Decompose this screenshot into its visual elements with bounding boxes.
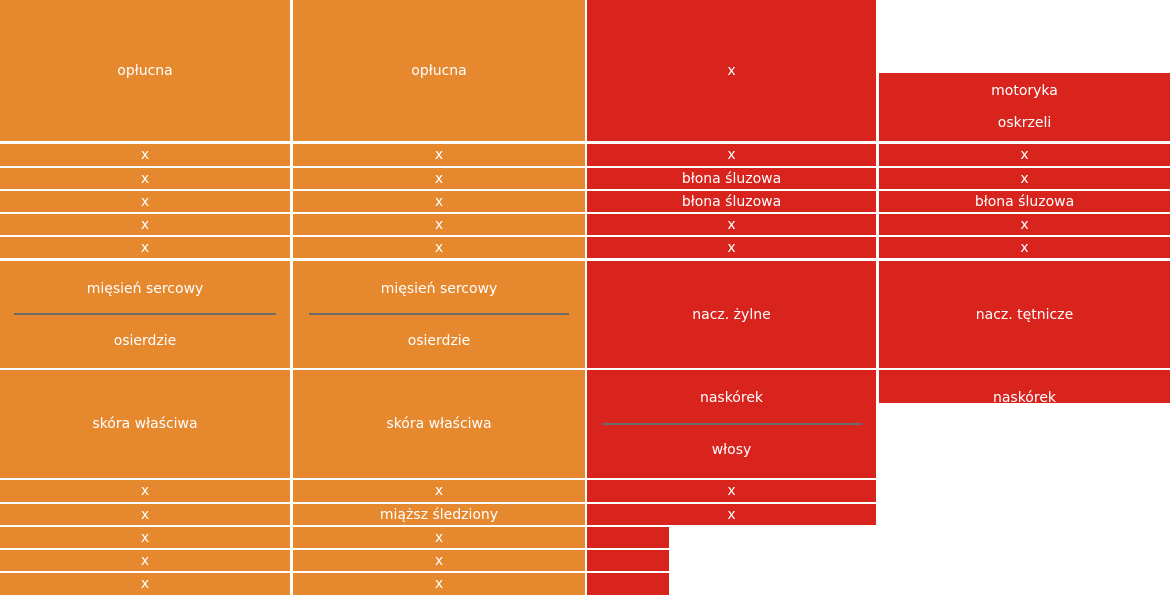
cell-text: x	[727, 147, 736, 163]
cell-text: x	[727, 216, 736, 233]
cell-text: błona śluzowa	[681, 193, 782, 210]
cell-text: x	[140, 576, 150, 592]
cell-text: x	[140, 529, 150, 546]
cell-text: opłucna	[117, 62, 173, 79]
c1-r11	[0, 550, 290, 571]
c3-r7-split	[587, 370, 876, 478]
c2-r5	[293, 237, 585, 258]
cell-text: nacz. żylne	[692, 306, 771, 323]
cell-text: x	[1020, 239, 1029, 256]
cell-text: x	[140, 193, 150, 210]
cell-text: błona śluzowa	[681, 170, 782, 187]
c1-r1	[0, 144, 290, 166]
c4-r4	[879, 214, 1170, 235]
cell-text: x	[434, 529, 444, 546]
divider-line	[602, 423, 862, 425]
c3-r12	[587, 573, 669, 595]
cell-text: x	[434, 552, 444, 569]
c3-r1	[587, 144, 876, 166]
cell-text: x	[434, 147, 444, 163]
cell-text: x	[140, 216, 150, 233]
cell-text-top: naskórek	[699, 390, 764, 406]
cell-text-bottom: osierdzie	[113, 332, 177, 349]
c1-r2	[0, 168, 290, 189]
cell-text: x	[1020, 216, 1029, 233]
c2-r7	[293, 370, 585, 478]
c3-r3	[587, 191, 876, 212]
cell-text: miąższ śledziony	[379, 506, 499, 523]
c1-r9	[0, 504, 290, 525]
c4-r1	[879, 144, 1170, 166]
c4-r7	[879, 370, 1170, 406]
cell-text: opłucna	[411, 62, 467, 79]
cell-text-top: mięsień sercowy	[86, 280, 204, 297]
cell-text: x	[140, 170, 150, 187]
c4-r3	[879, 191, 1170, 212]
c2-r9	[293, 504, 585, 525]
cell-text: x	[140, 147, 150, 163]
c4-r0	[879, 73, 1170, 141]
c2-r6-split	[293, 261, 585, 368]
c2-r1	[293, 144, 585, 166]
cell-text: x	[434, 170, 444, 187]
cell-text: x	[434, 216, 444, 233]
c1-r8	[0, 480, 290, 502]
cell-text: nacz. tętnicze	[975, 306, 1074, 323]
c2-r10	[293, 527, 585, 548]
c1-r0	[0, 0, 290, 141]
cell-text: x	[727, 483, 736, 499]
cell-text: x	[434, 483, 444, 499]
cell-text-bottom: osierdzie	[407, 332, 471, 349]
c2-r11	[293, 550, 585, 571]
cell-text-top: mięsień sercowy	[380, 280, 498, 297]
cell-text: x	[140, 552, 150, 569]
cell-text: x	[434, 576, 444, 592]
cell-text: x	[140, 483, 150, 499]
c2-r12	[293, 573, 585, 595]
divider-line	[309, 313, 569, 315]
c3-r6	[587, 261, 876, 368]
c3-r9	[587, 504, 876, 525]
cell-text-top: motoryka	[991, 83, 1058, 99]
c2-r2	[293, 168, 585, 189]
c3-r2	[587, 168, 876, 189]
c4-r5	[879, 237, 1170, 258]
cell-text: x	[727, 62, 736, 79]
cell-text: x	[434, 239, 444, 256]
c3-r0	[587, 0, 876, 141]
cell-text-bottom: włosy	[711, 442, 752, 458]
c2-r4	[293, 214, 585, 235]
c3-r8	[587, 480, 876, 502]
cell-text: x	[140, 239, 150, 256]
cell-text: skóra właściwa	[386, 416, 492, 432]
divider-line	[14, 313, 276, 315]
cell-text-bottom: oskrzeli	[997, 115, 1052, 131]
c4-r2	[879, 168, 1170, 189]
cell-text: naskórek	[992, 390, 1057, 406]
c1-r6-split	[0, 261, 290, 368]
c1-r12	[0, 573, 290, 595]
cell-text: skóra właściwa	[92, 416, 198, 432]
c2-r3	[293, 191, 585, 212]
cell-text: x	[727, 239, 736, 256]
c3-r11	[587, 550, 669, 571]
cell-text: x	[140, 506, 150, 523]
cell-text: x	[434, 193, 444, 210]
c1-r3	[0, 191, 290, 212]
cell-text: błona śluzowa	[974, 193, 1075, 210]
cell-text: x	[1020, 170, 1029, 187]
c1-r4	[0, 214, 290, 235]
c4-r6	[879, 261, 1170, 368]
cell-text: x	[1020, 147, 1029, 163]
c1-r10	[0, 527, 290, 548]
c2-r8	[293, 480, 585, 502]
c3-r5	[587, 237, 876, 258]
c3-r4	[587, 214, 876, 235]
c1-r7	[0, 370, 290, 478]
cell-text: x	[727, 506, 736, 523]
c3-r10	[587, 527, 669, 548]
c2-r0	[293, 0, 585, 141]
c1-r5	[0, 237, 290, 258]
